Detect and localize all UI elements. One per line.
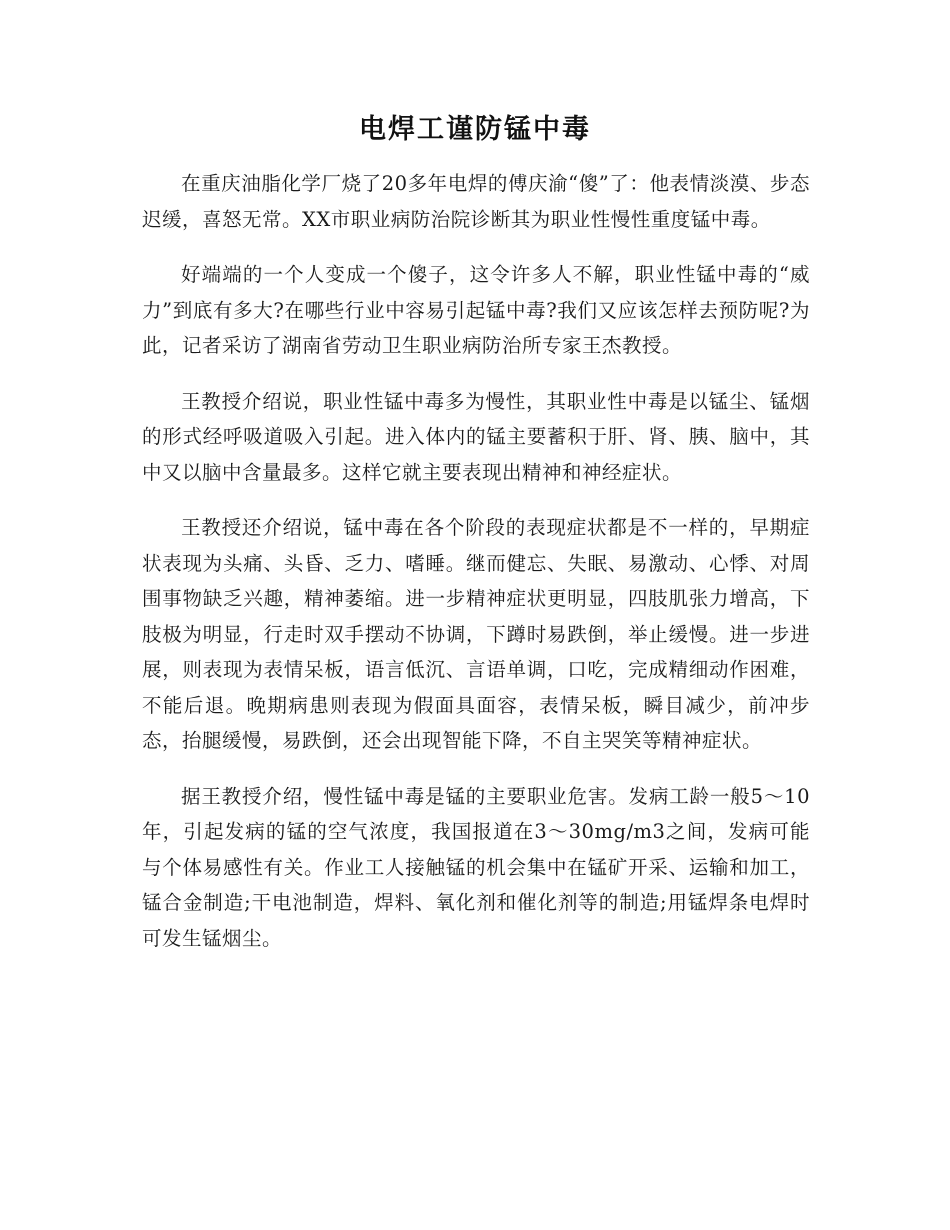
paragraph-1: 在重庆油脂化学厂烧了20多年电焊的傅庆渝“傻”了：他表情淡漠、步态迟缓，喜怒无常。XX市职业病防治院诊断其为职业性慢性重度锰中毒。 xyxy=(142,172,810,231)
paragraph-2: 好端端的一个人变成一个傻子，这令许多人不解，职业性锰中毒的“威力”到底有多大?在哪些行业中容易引起锰中毒?我们又应该怎样去预防呢?为此，记者采访了湖南省劳动卫生职业病防治所专家王杰教授。 xyxy=(142,263,810,357)
paragraph-5: 据王教授介绍，慢性锰中毒是锰的主要职业危害。发病工龄一般5～10年，引起发病的锰的空气浓度，我国报道在3～30mg/m3之间，发病可能与个体易感性有关。作业工人接触锰的机会集中在锰矿开采、运输和加工，锰合金制造;干电池制造，焊料、氧化剂和催化剂等的制造;用锰焊条电焊时可发生锰烟尘。 xyxy=(142,784,810,950)
document-body xyxy=(142,166,810,976)
document-title: 电焊工谨防锰中毒 xyxy=(359,114,591,145)
paragraph-4: 王教授还介绍说，锰中毒在各个阶段的表现症状都是不一样的，早期症状表现为头痛、头昏、乏力、嗜睡。继而健忘、失眠、易激动、心悸、对周围事物缺乏兴趣，精神萎缩。进一步精神症状更明显，四肢肌张力增高，下肢极为明显，行走时双手摆动不协调，下蹲时易跌倒，举止缓慢。进一步进展，则表现为表情呆板，语言低沉、言语单调，口吃，完成精细动作困难，不能后退。晚期病患则表现为假面具面容，表情呆板，瞬目减少，前冲步态，抬腿缓慢，易跌倒，还会出现智能下降，不自主哭笑等精神症状。 xyxy=(142,516,810,752)
paragraph-3: 王教授介绍说，职业性锰中毒多为慢性，其职业性中毒是以锰尘、锰烟的形式经呼吸道吸入引起。进入体内的锰主要蓄积于肝、肾、胰、脑中，其中又以脑中含量最多。这样它就主要表现出精神和神经症状。 xyxy=(142,389,810,484)
